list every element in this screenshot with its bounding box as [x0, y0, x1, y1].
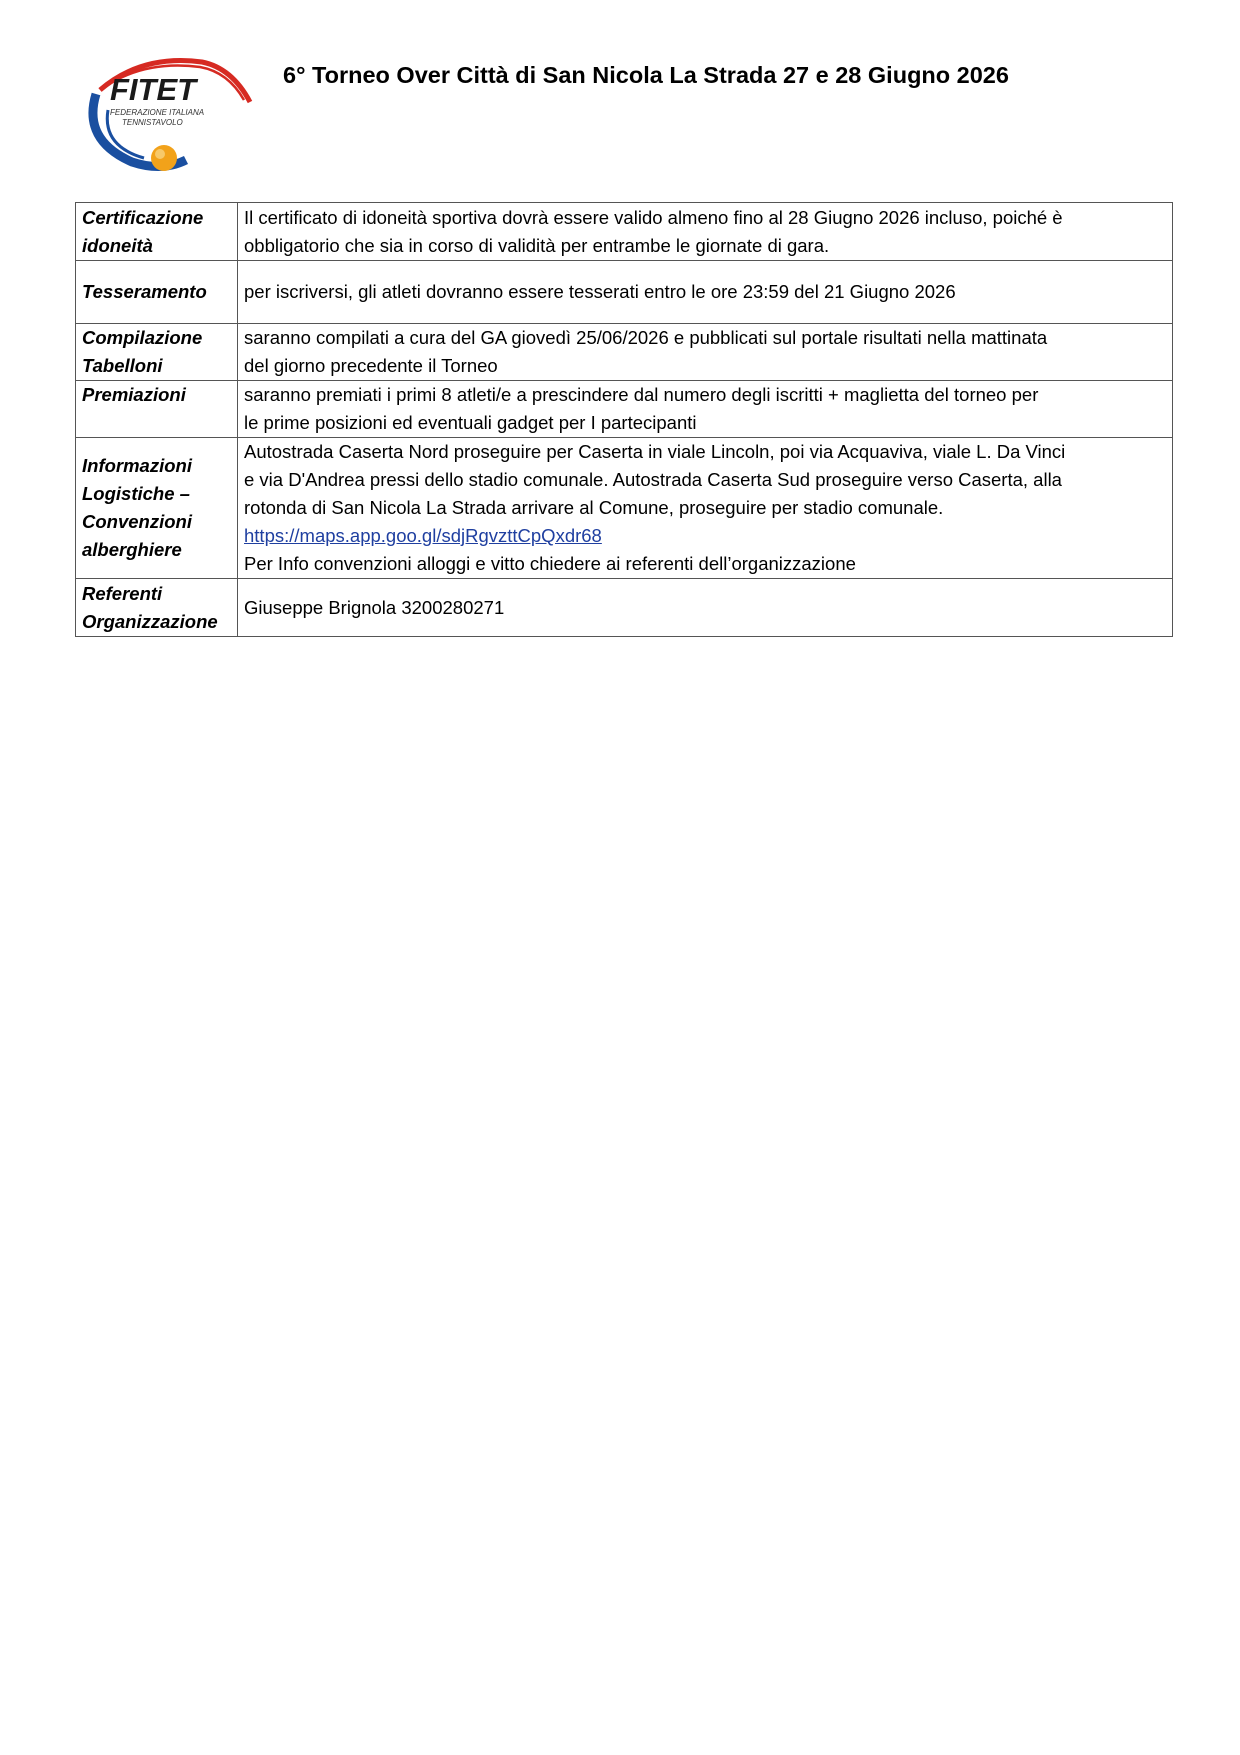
row-value: Giuseppe Brignola 3200280271 [238, 579, 1173, 637]
maps-link[interactable]: https://maps.app.goo.gl/sdjRgvzttCpQxdr68 [244, 525, 602, 546]
table-row [76, 203, 1173, 261]
row-value: saranno premiati i primi 8 atleti/e a prescindere dal numero degli iscritti + maglietta del torneo per le prime posizioni ed eventuali gadget per I partecipanti [238, 381, 1173, 438]
row-label: Informazioni Logistiche – Convenzioni alberghiere [76, 438, 238, 579]
table-row [76, 261, 1173, 324]
row-value: Il certificato di idoneità sportiva dovrà essere valido almeno fino al 28 Giugno 2026 incluso, poiché è obbligatorio che sia in corso di validità per entrambe le giornate di gara. [238, 203, 1173, 261]
table-row [76, 381, 1173, 438]
row-value: saranno compilati a cura del GA giovedì 25/06/2026 e pubblicati sul portale risultati nella mattinata del giorno precedente il Torneo [238, 324, 1173, 381]
table-row [76, 579, 1173, 637]
row-label: Tesseramento [76, 261, 238, 324]
row-label: Referenti Organizzazione [76, 579, 238, 637]
table-row [76, 324, 1173, 381]
logo-subtext-1: FEDERAZIONE ITALIANA [110, 108, 205, 117]
table-row [76, 438, 1173, 579]
row-value: Autostrada Caserta Nord proseguire per Caserta in viale Lincoln, poi via Acquaviva, viale L. Da Vinci e via D'Andrea pressi dello stadio comunale. Autostrada Caserta Sud proseguire verso Caserta, alla rotonda di San Nicola La Strada arrivare al Comune, proseguire per stadio comunale. https://maps.app.goo.gl/sdjRgvzttCpQxdr68 Per Info convenzioni alloggi e vitto chiedere ai referenti dell’organizzazione [238, 438, 1173, 579]
row-label: Certificazione idoneità [76, 203, 238, 261]
row-value: per iscriversi, gli atleti dovranno essere tesserati entro le ore 23:59 del 21 Giugno 2026 [238, 261, 1173, 324]
row-label: Compilazione Tabelloni [76, 324, 238, 381]
logo-subtext-2: TENNISTAVOLO [122, 118, 183, 127]
logo-text: FITET [110, 72, 197, 107]
row-label: Premiazioni [76, 381, 238, 438]
fitet-logo [82, 50, 257, 178]
info-table [75, 202, 1173, 637]
page-title: 6° Torneo Over Città di San Nicola La Strada 27 e 28 Giugno 2026 [283, 62, 1009, 88]
